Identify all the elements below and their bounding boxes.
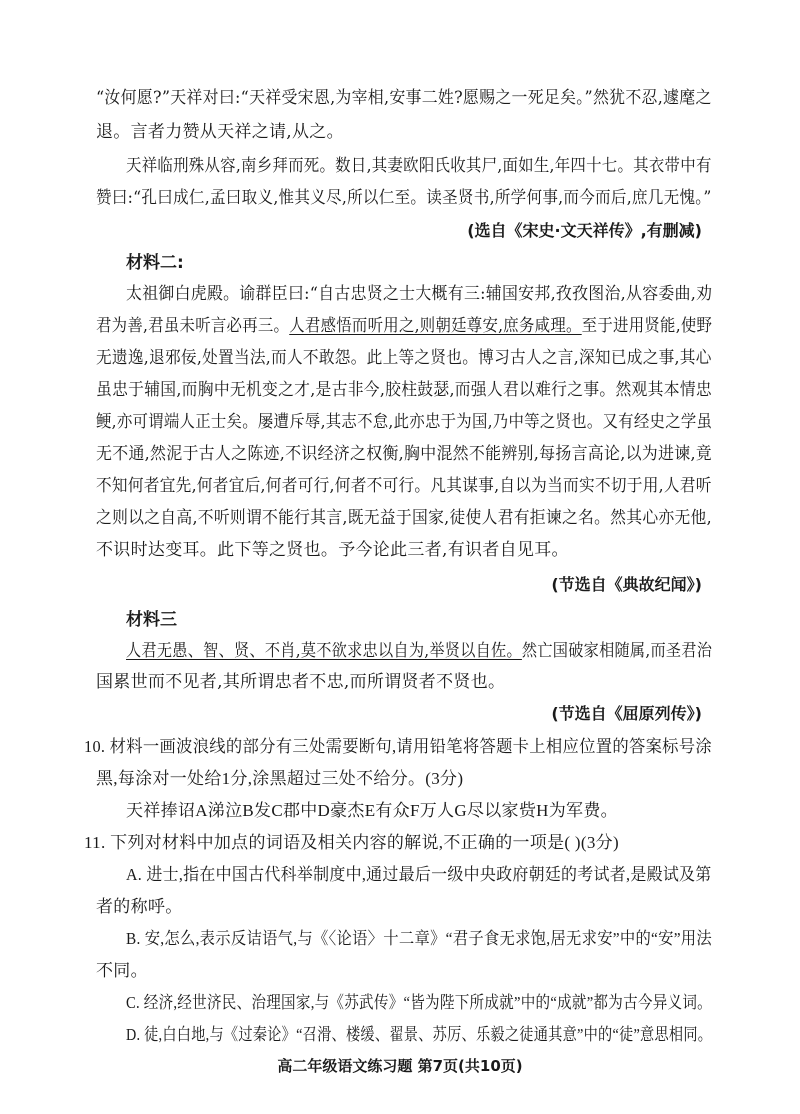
material3-heading: 材料三: [126, 610, 177, 630]
material2-line-3: 无遗逸,退邪佞,处置当法,而人不敢怨。此上等之贤也。博习古人之言,深知已成之事,其心: [96, 348, 712, 368]
material1-source: (选自《宋史·文天祥传》,有删减): [467, 221, 702, 240]
material2-line-7: 不知何者宜先,何者宜后,何者可行,何者不可行。凡其谋事,自以为当而实不切于用,人君听: [96, 476, 712, 496]
material3-line-2: 国累世而不见者,其所谓忠者不忠,而所谓贤者不贤也。: [96, 672, 506, 692]
material3-line-1-b: 然亡国破家相随属,而圣君治: [521, 641, 713, 661]
material2-line-2-a: 君为善,君虽未听言必再三。: [96, 316, 290, 336]
material1-line-4: 赞曰:“孔曰成仁,孟曰取义,惟其义尽,所以仁至。读圣贤书,所学何事,而今而后,庶几无愧。”: [96, 188, 712, 208]
material3-underlined-sentence: 人君无愚、智、贤、不肖,莫不欲求忠以自为,举贤以自佐。: [126, 641, 522, 661]
option-d: D. 徒,白白地,与《过秦论》“召滑、楼缓、翟景、苏厉、乐毅之徒通其意”中的“徒”意思相同。: [126, 1025, 713, 1044]
question-11-stem: 11. 下列对材料中加点的词语及相关内容的解说,不正确的一项是( )(3分): [84, 833, 619, 852]
material2-line-9: 不识时达变耳。此下等之贤也。予今论此三者,有识者自见耳。: [96, 540, 569, 560]
material1-line-3: 天祥临刑殊从容,南乡拜而死。数日,其妻欧阳氏收其尸,面如生,年四十七。其衣带中有: [126, 156, 712, 176]
material2-line-2-c: 至于进用贤能,使野: [581, 316, 713, 336]
question-10-line-1: 10. 材料一画波浪线的部分有三处需要断句,请用铅笔将答题卡上相应位置的答案标号涂: [84, 737, 713, 756]
material2-line-4: 虽忠于辅国,而胸中无机变之才,是古非今,胶柱鼓瑟,而强人君以难行之事。然观其本情忠: [96, 380, 712, 400]
material2-underlined-sentence: 人君感悟而听用之,则朝廷尊安,庶务咸理。: [289, 316, 582, 336]
material2-line-8: 之则以之自高,不听则谓不能行其言,既无益于国家,徒使人君有拒谏之名。然其心亦无他,: [96, 508, 712, 528]
option-b-line-1: B. 安,怎么,表示反诘语气,与《〈论语〉十二章》“君子食无求饱,居无求安”中的“安”用法: [126, 929, 713, 948]
option-a-line-1: A. 进士,指在中国古代科举制度中,通过最后一级中央政府朝廷的考试者,是殿试及第: [126, 865, 712, 884]
question-10-sentence: 天祥捧诏A涕泣B发C郡中D豪杰E有众F万人G尽以家赀H为军费。: [126, 801, 618, 820]
material3-source: (节选自《屈原列传》): [551, 704, 702, 723]
material1-line-2: 退。言者力赞从天祥之请,从之。: [96, 122, 344, 142]
material2-line-1: 太祖御白虎殿。谕群臣曰:“自古忠贤之士大概有三:辅国安邦,孜孜图治,从容委曲,劝: [126, 284, 713, 304]
material2-line-6: 无不通,然泥于古人之陈迹,不识经济之权衡,胸中混然不能辨别,每扬言高论,以为进谏,竟: [96, 444, 713, 464]
material2-source: (节选自《典故纪闻》): [551, 575, 702, 594]
material2-heading: 材料二:: [126, 253, 184, 273]
material2-line-5: 鲠,亦可谓端人正士矣。屡遭斥辱,其志不怠,此亦忠于为国,乃中等之贤也。又有经史之学虽: [96, 412, 713, 432]
material2-line-2: [96, 315, 712, 337]
option-b-line-2: 不同。: [96, 961, 148, 980]
question-10-line-2: 黑,每涂对一处给1分,涂黑超过三处不给分。(3分): [96, 769, 464, 788]
material1-line-1: “汝何愿?”天祥对曰:“天祥受宋恩,为宰相,安事二姓?愿赐之一死足矣。”然犹不忍,遽麾之: [96, 88, 712, 108]
page-footer: 高二年级语文练习题 第7页(共10页): [277, 1057, 523, 1075]
option-a-line-2: 者的称呼。: [96, 897, 183, 916]
material3-line-1: [126, 640, 712, 662]
option-c: C. 经济,经世济民、治理国家,与《苏武传》“皆为陛下所成就”中的“成就”都为古今异义词。: [126, 993, 713, 1012]
